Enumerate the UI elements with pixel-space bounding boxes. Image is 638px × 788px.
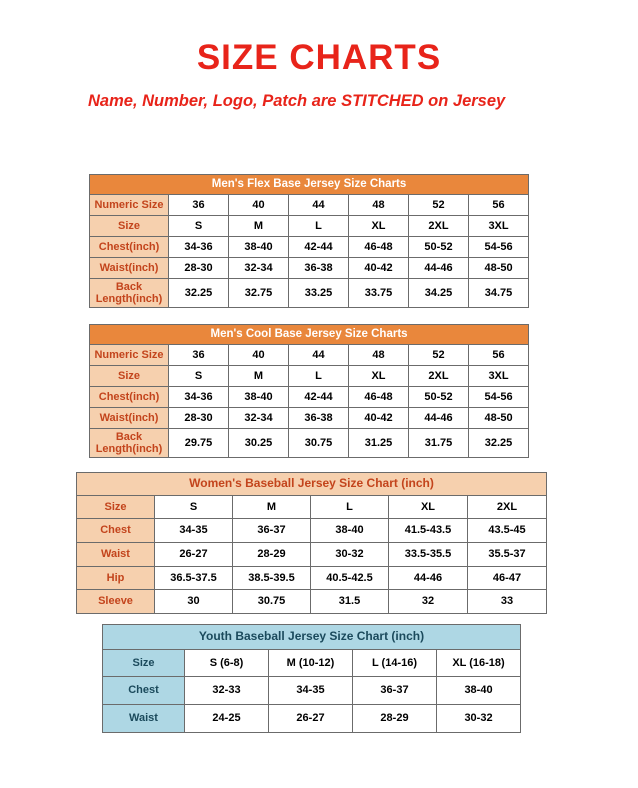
cell: 32	[389, 590, 468, 614]
cell: 33.5-35.5	[389, 543, 468, 567]
cell: 44-46	[409, 408, 469, 429]
womens-size-table	[76, 472, 547, 614]
cell: 44	[289, 345, 349, 366]
table-caption: Women's Baseball Jersey Size Chart (inch)	[77, 473, 547, 496]
cell: 40-42	[349, 258, 409, 279]
cell: XL	[349, 366, 409, 387]
cell: 38-40	[229, 387, 289, 408]
table-row	[90, 429, 529, 458]
cell: 26-27	[155, 543, 233, 567]
table-row	[90, 345, 529, 366]
cell: M	[229, 216, 289, 237]
row-label: Numeric Size	[90, 195, 169, 216]
row-label: Size	[90, 216, 169, 237]
cell: 32-33	[185, 677, 269, 705]
cell: 30-32	[437, 705, 521, 733]
row-label: Hip	[77, 566, 155, 590]
cell: 2XL	[409, 366, 469, 387]
cell: 40	[229, 195, 289, 216]
cell: S	[169, 216, 229, 237]
cell: 41.5-43.5	[389, 519, 468, 543]
cell: 28-29	[233, 543, 311, 567]
cell: 42-44	[289, 387, 349, 408]
cell: 44	[289, 195, 349, 216]
table-row	[103, 705, 521, 733]
cell: 30	[155, 590, 233, 614]
cell: 40.5-42.5	[311, 566, 389, 590]
cell: XL (16-18)	[437, 649, 521, 677]
cell: M	[233, 495, 311, 519]
table-row	[90, 237, 529, 258]
table-row	[90, 387, 529, 408]
cell: 26-27	[269, 705, 353, 733]
cell: L	[289, 366, 349, 387]
cell: 56	[469, 345, 529, 366]
cell: 2XL	[409, 216, 469, 237]
cell: XL	[389, 495, 468, 519]
row-label: Waist	[103, 705, 185, 733]
table-row	[77, 566, 547, 590]
cell: 56	[469, 195, 529, 216]
table-row	[90, 279, 529, 308]
cell: 29.75	[169, 429, 229, 458]
cell: 28-29	[353, 705, 437, 733]
cell: 42-44	[289, 237, 349, 258]
cell: 46-48	[349, 387, 409, 408]
cell: 3XL	[469, 216, 529, 237]
cell: S (6-8)	[185, 649, 269, 677]
cell: 28-30	[169, 258, 229, 279]
cell: 36-37	[353, 677, 437, 705]
row-label: Chest(inch)	[90, 237, 169, 258]
row-label: Chest(inch)	[90, 387, 169, 408]
cell: 32-34	[229, 258, 289, 279]
table-caption-row	[103, 625, 521, 650]
cell: 32.75	[229, 279, 289, 308]
cell: 34-36	[169, 237, 229, 258]
mens-cool-base-size-table	[89, 324, 529, 458]
cell: 33.75	[349, 279, 409, 308]
cell: 35.5-37	[468, 543, 547, 567]
cell: M (10-12)	[269, 649, 353, 677]
table-row	[90, 408, 529, 429]
cell: 46-48	[349, 237, 409, 258]
cell: 43.5-45	[468, 519, 547, 543]
row-label: Size	[103, 649, 185, 677]
cell: 31.25	[349, 429, 409, 458]
table-caption-row	[77, 473, 547, 496]
cell: L (14-16)	[353, 649, 437, 677]
cell: M	[229, 366, 289, 387]
row-label: Waist(inch)	[90, 408, 169, 429]
cell: 24-25	[185, 705, 269, 733]
cell: 48	[349, 195, 409, 216]
cell: L	[289, 216, 349, 237]
cell: 38-40	[229, 237, 289, 258]
cell: XL	[349, 216, 409, 237]
row-label: Size	[77, 495, 155, 519]
cell: 31.5	[311, 590, 389, 614]
row-label: Chest	[103, 677, 185, 705]
cell: 34.75	[469, 279, 529, 308]
cell: 44-46	[409, 258, 469, 279]
cell: 44-46	[389, 566, 468, 590]
cell: S	[155, 495, 233, 519]
youth-size-table	[102, 624, 521, 733]
cell: 31.75	[409, 429, 469, 458]
row-label: Size	[90, 366, 169, 387]
cell: 48	[349, 345, 409, 366]
cell: 38.5-39.5	[233, 566, 311, 590]
row-label: Chest	[77, 519, 155, 543]
cell: 54-56	[469, 387, 529, 408]
page-subtitle: Name, Number, Logo, Patch are STITCHED on Jersey	[88, 92, 506, 110]
table-row	[77, 495, 547, 519]
row-label: Waist	[77, 543, 155, 567]
table-row	[77, 543, 547, 567]
table-caption: Men's Cool Base Jersey Size Charts	[90, 325, 529, 345]
cell: 30.75	[233, 590, 311, 614]
row-label: Sleeve	[77, 590, 155, 614]
cell: 32.25	[469, 429, 529, 458]
cell: 38-40	[311, 519, 389, 543]
cell: L	[311, 495, 389, 519]
mens-flex-base-size-table	[89, 174, 529, 308]
table-row	[90, 366, 529, 387]
cell: S	[169, 366, 229, 387]
cell: 40	[229, 345, 289, 366]
cell: 54-56	[469, 237, 529, 258]
table-row	[90, 258, 529, 279]
row-label: Numeric Size	[90, 345, 169, 366]
cell: 52	[409, 345, 469, 366]
table-row	[90, 195, 529, 216]
cell: 32-34	[229, 408, 289, 429]
table-row	[90, 216, 529, 237]
cell: 34-35	[269, 677, 353, 705]
cell: 52	[409, 195, 469, 216]
cell: 48-50	[469, 408, 529, 429]
table-row	[77, 590, 547, 614]
cell: 36	[169, 345, 229, 366]
cell: 32.25	[169, 279, 229, 308]
table-row	[103, 649, 521, 677]
cell: 2XL	[468, 495, 547, 519]
cell: 48-50	[469, 258, 529, 279]
cell: 36.5-37.5	[155, 566, 233, 590]
row-label: Back Length(inch)	[90, 429, 169, 458]
table-row	[103, 677, 521, 705]
cell: 34-36	[169, 387, 229, 408]
page-title: SIZE CHARTS	[196, 38, 442, 77]
table-caption-row	[90, 175, 529, 195]
table-caption-row	[90, 325, 529, 345]
cell: 40-42	[349, 408, 409, 429]
cell: 36	[169, 195, 229, 216]
row-label: Waist(inch)	[90, 258, 169, 279]
cell: 28-30	[169, 408, 229, 429]
cell: 38-40	[437, 677, 521, 705]
cell: 30-32	[311, 543, 389, 567]
table-caption: Youth Baseball Jersey Size Chart (inch)	[103, 625, 521, 650]
cell: 33.25	[289, 279, 349, 308]
cell: 50-52	[409, 237, 469, 258]
cell: 30.25	[229, 429, 289, 458]
table-row	[77, 519, 547, 543]
cell: 34.25	[409, 279, 469, 308]
cell: 36-38	[289, 258, 349, 279]
cell: 3XL	[469, 366, 529, 387]
cell: 36-38	[289, 408, 349, 429]
cell: 34-35	[155, 519, 233, 543]
cell: 50-52	[409, 387, 469, 408]
cell: 36-37	[233, 519, 311, 543]
cell: 46-47	[468, 566, 547, 590]
size-chart-page	[0, 38, 638, 788]
row-label: Back Length(inch)	[90, 279, 169, 308]
table-caption: Men's Flex Base Jersey Size Charts	[90, 175, 529, 195]
cell: 33	[468, 590, 547, 614]
cell: 30.75	[289, 429, 349, 458]
